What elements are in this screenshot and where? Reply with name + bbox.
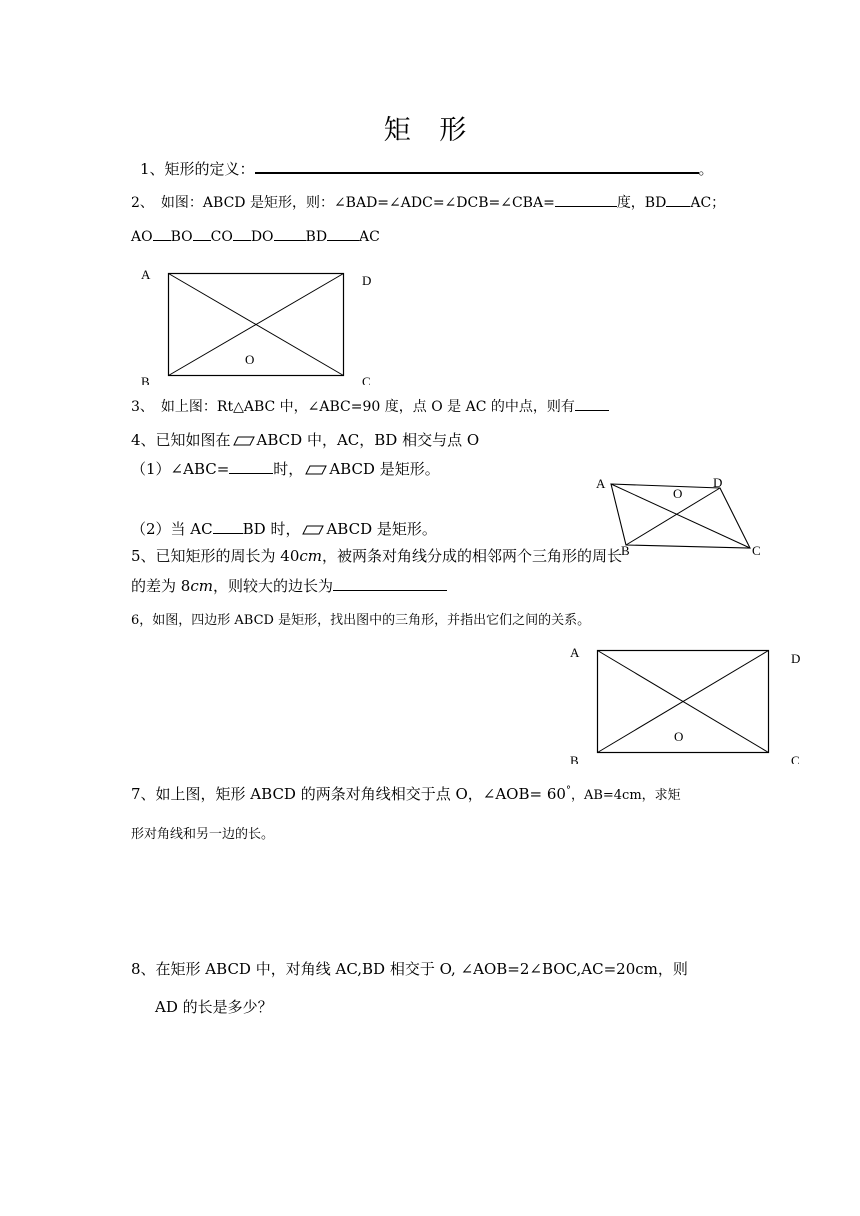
q5-text-d: ，则较大的边长为 <box>212 577 333 595</box>
q1-suffix: 。 <box>698 160 714 178</box>
q2-blank-2[interactable] <box>193 226 211 241</box>
fig3-label-a: A <box>570 645 580 660</box>
q2-blank-1[interactable] <box>153 226 171 241</box>
question-6: 6，如图，四边形 ABCD 是矩形，找出图中的三角形，并指出它们之间的关系。 <box>131 613 591 628</box>
q2-term-bd: BD <box>305 229 328 245</box>
q2-term-ao: AO <box>131 229 153 245</box>
fig2-label-o: O <box>673 486 683 501</box>
q2-text-b: 度，BD <box>616 195 667 211</box>
page-title: 矩 形 <box>383 115 477 146</box>
q2-blank-4[interactable] <box>274 226 306 241</box>
q3-text: 3、 如上图：Rt△ABC 中，∠ABC=90 度，点 O 是 AC 的中点，则有 <box>131 399 575 415</box>
fig3-label-b: B <box>570 753 579 764</box>
q1-blank[interactable] <box>255 158 699 174</box>
q4-blank-2[interactable] <box>213 519 243 534</box>
figure-1-rectangle <box>168 273 344 377</box>
q4-intro-a: 4、已知如图在 <box>131 431 231 449</box>
fig1-label-d: D <box>362 273 372 288</box>
question-3 <box>131 396 609 416</box>
q2-term-ac: AC <box>359 229 380 245</box>
question-8-line-1: 8、在矩形 ABCD 中，对角线 AC,BD 相交于 O, ∠AOB=2∠BOC,AC=20cm，则 <box>131 960 688 978</box>
question-2-line-1 <box>131 192 725 212</box>
fig2-label-a: A <box>596 476 606 491</box>
q5-text-a: 5、已知矩形的周长为 40 <box>131 547 300 565</box>
question-4-part-2 <box>131 518 437 539</box>
q2-term-bo: BO <box>170 229 193 245</box>
q4-p1-a: （1）∠ABC= <box>131 460 230 478</box>
question-4-part-1 <box>131 458 440 479</box>
q5-blank[interactable] <box>333 576 447 591</box>
q5-text-b: ，被两条对角线分成的相邻两个三角形的周长 <box>322 547 623 565</box>
q5-text-c: 的差为 8 <box>131 577 191 595</box>
q4-p1-c: ABCD 是矩形。 <box>329 460 440 478</box>
q2-term-do: DO <box>250 229 274 245</box>
q2-blank-5[interactable] <box>327 226 359 241</box>
q4-p2-c: ABCD 是矩形。 <box>326 520 437 538</box>
fig2-label-c: C <box>752 543 761 558</box>
q2-blank-3[interactable] <box>233 226 251 241</box>
parallelogram-icon <box>302 525 324 535</box>
q5-unit-1: cm <box>299 547 323 565</box>
q4-p2-b: BD 时， <box>242 520 301 538</box>
fig3-label-c: C <box>791 753 800 764</box>
question-5-line-2 <box>131 575 447 596</box>
q5-unit-2: cm <box>190 577 213 595</box>
q7-text-a: 7、如上图，矩形 ABCD 的两条对角线相交于点 O，∠AOB= 60 <box>131 785 566 803</box>
fig1-label-b: B <box>141 374 150 385</box>
question-5-line-1 <box>131 545 622 566</box>
fig2-label-d: D <box>713 475 723 490</box>
q3-blank[interactable] <box>575 396 609 411</box>
q2-blank-degree[interactable] <box>555 192 617 207</box>
q1-prefix: 1、矩形的定义： <box>140 160 255 178</box>
question-1 <box>140 158 714 179</box>
q2-text-a: 2、 如图：ABCD 是矩形，则：∠BAD=∠ADC=∠DCB=∠CBA= <box>131 195 555 211</box>
q7-text-b: ，AB=4cm，求矩 <box>570 788 681 803</box>
fig1-label-c: C <box>362 374 371 385</box>
q4-blank-1[interactable] <box>229 459 273 474</box>
question-7-line-2: 形对角线和另一边的长。 <box>131 827 275 842</box>
q2-term-co: CO <box>210 229 233 245</box>
parallelogram-icon <box>233 436 255 446</box>
question-7-line-1 <box>131 783 681 804</box>
q4-p1-b: 时， <box>273 460 304 478</box>
q2-text-c: AC； <box>690 195 726 211</box>
fig2-label-b: B <box>621 543 630 558</box>
q2-blank-bd-ac[interactable] <box>666 192 690 207</box>
fig3-label-d: D <box>791 651 801 666</box>
q4-intro-b: ABCD 中，AC，BD 相交与点 O <box>256 431 480 449</box>
fig3-label-o: O <box>674 729 684 744</box>
q7-degree: ° <box>565 785 571 796</box>
fig1-label-a: A <box>141 267 151 282</box>
question-4-intro <box>131 429 479 450</box>
question-8-line-2: AD 的长是多少？ <box>155 998 273 1016</box>
q4-p2-a: （2）当 AC <box>131 520 213 538</box>
question-2-line-2 <box>131 226 380 245</box>
parallelogram-icon <box>305 465 327 475</box>
fig1-label-o: O <box>245 352 255 367</box>
